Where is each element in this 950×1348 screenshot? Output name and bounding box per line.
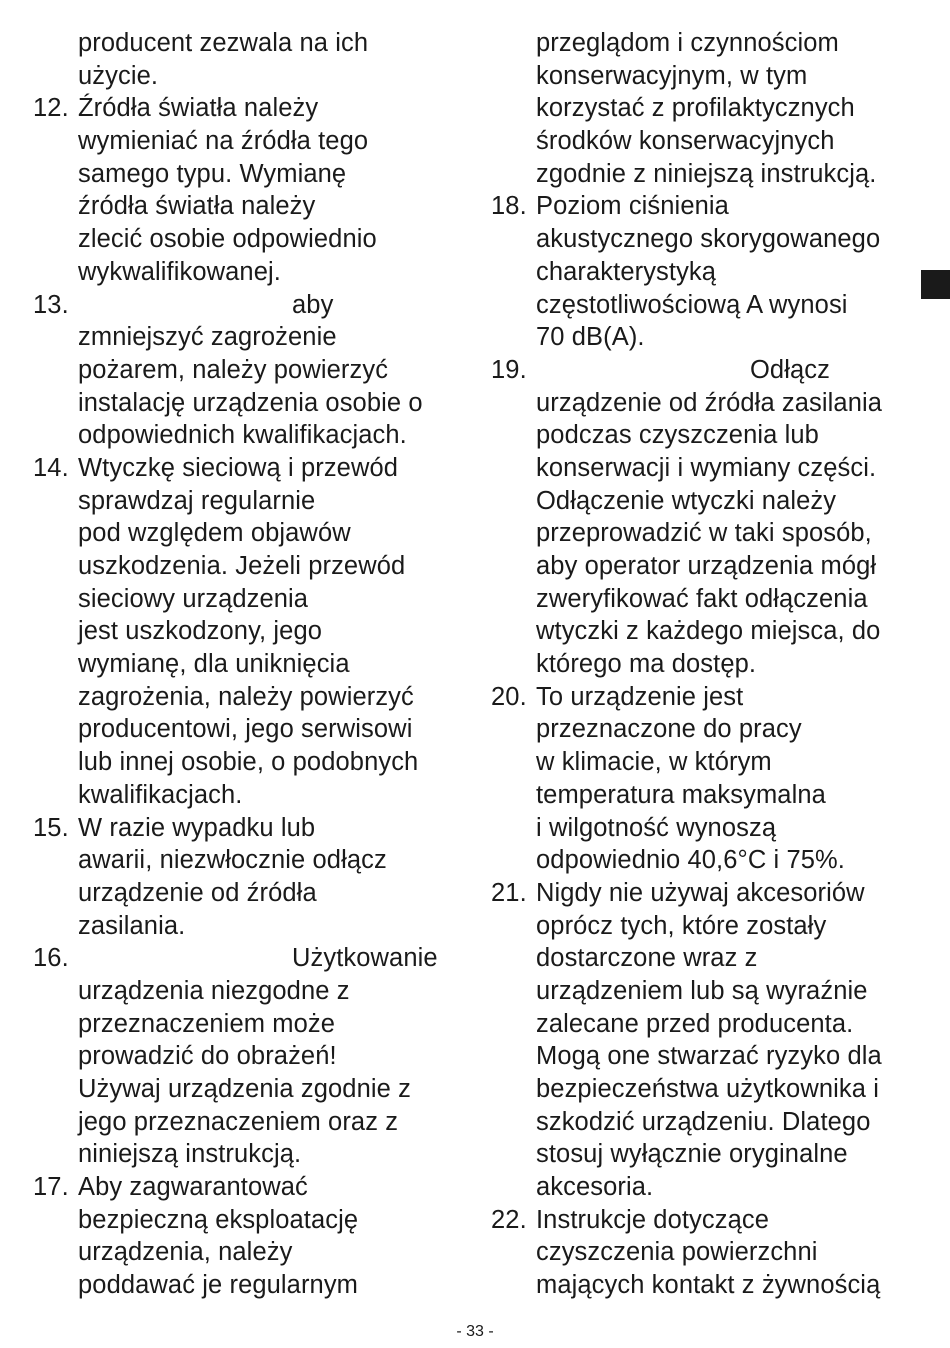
line-text: w klimacie, w którym	[536, 748, 772, 777]
line-text: Poziom ciśnienia	[536, 192, 729, 221]
text-line	[491, 321, 921, 354]
line-text: charakterystyką	[536, 257, 717, 286]
list-item-number: 18.	[491, 192, 527, 221]
text-line	[33, 321, 468, 354]
line-text: 70 dB(A).	[536, 323, 645, 352]
page-number: - 33 -	[456, 1323, 494, 1340]
text-line	[33, 746, 468, 779]
line-text: bezpieczeństwa użytkownika i	[536, 1075, 879, 1103]
text-line	[33, 877, 468, 910]
text-line	[491, 615, 921, 648]
line-text: odpowiednio 40,6°C i 75%.	[536, 846, 845, 875]
text-line	[491, 550, 921, 583]
text-line	[491, 223, 921, 256]
line-text: urządzenia, należy	[78, 1238, 293, 1267]
line-text: Źródła światła należy	[78, 94, 319, 123]
text-line	[491, 910, 921, 943]
line-text: zagrożenia, należy powierzyć	[78, 682, 414, 711]
line-text: podczas czyszczenia lub	[536, 421, 819, 450]
line-text: stosuj wyłącznie oryginalne	[536, 1140, 848, 1169]
line-text: aby	[292, 290, 334, 319]
line-text: Instrukcje dotyczące	[536, 1205, 770, 1234]
text-line	[491, 387, 921, 420]
text-line	[33, 648, 468, 681]
line-text: W razie wypadku lub	[78, 813, 316, 842]
text-line	[491, 125, 921, 158]
line-text: aby operator urządzenia mógł	[536, 552, 877, 580]
line-text: zalecane przed producenta.	[536, 1009, 854, 1038]
text-line	[33, 27, 468, 60]
text-line	[491, 746, 921, 779]
text-line	[491, 1106, 921, 1139]
list-item-number: 20.	[491, 682, 527, 711]
text-line	[33, 713, 468, 746]
line-text: wykwalifikowanej.	[78, 257, 281, 286]
list-item-number: 15.	[33, 813, 69, 842]
line-text: bezpieczną eksploatację	[78, 1205, 359, 1234]
text-line	[491, 485, 921, 518]
line-text: prowadzić do obrażeń!	[78, 1042, 337, 1071]
text-line	[33, 223, 468, 256]
line-text: zlecić osobie odpowiednio	[78, 225, 377, 254]
line-text: Wtyczkę sieciową i przewód	[78, 453, 399, 482]
line-text: przeprowadzić w taki sposób,	[536, 519, 872, 548]
text-line	[491, 713, 921, 746]
line-text: źródła światła należy	[78, 192, 316, 221]
text-line	[33, 1138, 468, 1171]
text-line	[491, 779, 921, 812]
text-line	[491, 354, 921, 387]
text-line	[33, 354, 468, 387]
line-text: kwalifikacjach.	[78, 780, 243, 809]
text-line	[491, 1171, 921, 1204]
text-line	[33, 485, 468, 518]
text-line	[491, 812, 921, 845]
text-line	[33, 1171, 468, 1204]
text-line	[33, 583, 468, 616]
line-text: szkodzić urządzeniu. Dlatego	[536, 1107, 871, 1136]
text-line	[33, 975, 468, 1008]
text-line	[491, 1236, 921, 1269]
text-line	[33, 1236, 468, 1269]
line-text: uszkodzenia. Jeżeli przewód	[78, 552, 406, 580]
line-text: przeglądom i czynnościom	[536, 29, 839, 57]
list-item-number: 22.	[491, 1205, 527, 1234]
line-text: którego ma dostęp.	[536, 650, 757, 679]
line-text: sieciowy urządzenia	[78, 584, 309, 613]
line-text: akcesoria.	[536, 1173, 654, 1202]
text-line	[33, 158, 468, 191]
text-line	[33, 517, 468, 550]
text-line	[33, 1073, 468, 1106]
line-text: poddawać je regularnym	[78, 1271, 359, 1300]
text-line	[33, 1040, 468, 1073]
line-text: mających kontakt z żywnością	[536, 1271, 881, 1300]
text-line	[491, 1073, 921, 1106]
text-line	[33, 1204, 468, 1237]
line-text: przeznaczeniem może	[78, 1009, 336, 1038]
text-line	[33, 844, 468, 877]
text-line	[33, 419, 468, 452]
line-text: konserwacji i wymiany części.	[536, 453, 877, 482]
text-line	[33, 910, 468, 943]
line-text: instalację urządzenia osobie o	[78, 388, 423, 417]
line-text: czyszczenia powierzchni	[536, 1238, 818, 1267]
text-line	[491, 844, 921, 877]
text-line	[33, 1269, 468, 1302]
line-text: niniejszą instrukcją.	[78, 1140, 302, 1169]
line-text: urządzenia niezgodne z	[78, 976, 350, 1005]
text-line	[33, 92, 468, 125]
line-text: lub innej osobie, o podobnych	[78, 748, 419, 777]
text-line	[491, 60, 921, 93]
list-item-number: 16.	[33, 944, 69, 973]
text-line	[491, 190, 921, 223]
text-line	[491, 158, 921, 191]
line-text: Użytkowanie	[292, 944, 438, 973]
line-text: oprócz tych, które zostały	[536, 911, 827, 940]
line-text: urządzenie od źródła	[78, 878, 317, 907]
line-text: zweryfikować fakt odłączenia	[536, 584, 868, 613]
text-line	[33, 387, 468, 420]
text-line	[33, 550, 468, 583]
line-text: producent zezwala na ich	[78, 29, 369, 57]
line-text: przeznaczone do pracy	[536, 715, 802, 744]
line-text: zgodnie z niniejszą instrukcją.	[536, 159, 877, 188]
line-text: konserwacyjnym, w tym	[536, 61, 808, 90]
line-text: Aby zagwarantować	[78, 1173, 308, 1202]
line-text: odpowiednich kwalifikacjach.	[78, 421, 407, 450]
text-line	[33, 1008, 468, 1041]
text-line	[491, 583, 921, 616]
line-text: jego przeznaczeniem oraz z	[78, 1107, 399, 1136]
text-line	[33, 681, 468, 714]
line-text: częstotliwościową A wynosi	[536, 290, 848, 319]
line-text: Mogą one stwarzać ryzyko dla	[536, 1042, 882, 1071]
line-text: producentowi, jego serwisowi	[78, 715, 413, 744]
text-line	[491, 1204, 921, 1237]
line-text: Nigdy nie używaj akcesoriów	[536, 878, 865, 907]
text-line	[33, 190, 468, 223]
line-text: dostarczone wraz z	[536, 944, 758, 973]
line-text: urządzenie od źródła zasilania	[536, 388, 883, 417]
text-line	[491, 942, 921, 975]
list-item-number: 13.	[33, 290, 69, 319]
text-line	[33, 779, 468, 812]
text-line	[491, 1269, 921, 1302]
text-line	[33, 942, 468, 975]
line-text: Odłącz	[750, 355, 830, 384]
text-line	[491, 289, 921, 322]
list-item-number: 21.	[491, 878, 527, 907]
line-text: samego typu. Wymianę	[78, 159, 347, 188]
text-line	[491, 419, 921, 452]
text-line	[491, 975, 921, 1008]
line-text: użycie.	[78, 61, 159, 90]
section-tab-marker	[921, 270, 950, 299]
text-line	[33, 256, 468, 289]
line-text: temperatura maksymalna	[536, 780, 826, 809]
text-line	[491, 27, 921, 60]
text-line	[491, 452, 921, 485]
left-column	[33, 27, 468, 1302]
text-line	[491, 648, 921, 681]
line-text: pożarem, należy powierzyć	[78, 355, 389, 384]
text-line	[491, 681, 921, 714]
text-line	[491, 92, 921, 125]
text-line	[33, 812, 468, 845]
text-line	[491, 517, 921, 550]
line-text: pod względem objawów	[78, 519, 351, 548]
text-line	[33, 289, 468, 322]
text-line	[33, 452, 468, 485]
line-text: i wilgotność wynoszą	[536, 813, 777, 842]
text-line	[33, 615, 468, 648]
line-text: zmniejszyć zagrożenie	[78, 323, 337, 352]
list-item-number: 17.	[33, 1173, 69, 1202]
line-text: sprawdzaj regularnie	[78, 486, 316, 515]
line-text: wymianę, dla uniknięcia	[78, 650, 350, 679]
line-text: korzystać z profilaktycznych	[536, 94, 855, 123]
list-item-number: 19.	[491, 355, 527, 384]
line-text: akustycznego skorygowanego	[536, 225, 881, 254]
text-line	[33, 1106, 468, 1139]
line-text: wymieniać na źródła tego	[78, 127, 369, 156]
line-text: awarii, niezwłocznie odłącz	[78, 846, 387, 875]
line-text: środków konserwacyjnych	[536, 127, 835, 156]
line-text: urządzeniem lub są wyraźnie	[536, 976, 868, 1005]
line-text: jest uszkodzony, jego	[78, 617, 323, 646]
text-line	[491, 1008, 921, 1041]
text-line	[491, 1040, 921, 1073]
line-text: To urządzenie jest	[536, 682, 744, 711]
text-line	[491, 256, 921, 289]
text-line	[33, 60, 468, 93]
text-line	[491, 877, 921, 910]
list-item-number: 14.	[33, 453, 69, 482]
line-text: wtyczki z każdego miejsca, do	[536, 617, 881, 646]
line-text: Używaj urządzenia zgodnie z	[78, 1075, 411, 1103]
text-line	[491, 1138, 921, 1171]
list-item-number: 12.	[33, 94, 69, 123]
right-column	[491, 27, 921, 1302]
text-line	[33, 125, 468, 158]
line-text: Odłączenie wtyczki należy	[536, 486, 837, 515]
line-text: zasilania.	[78, 911, 186, 940]
